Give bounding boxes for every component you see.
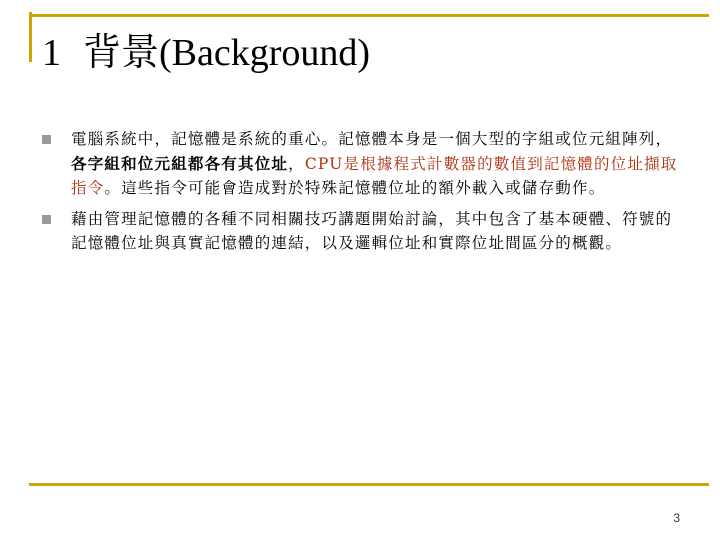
bullet-text-segment: 電腦系統中，記憶體是系統的重心。記憶體本身是一個大型的字組或位元組陣列， [71,130,673,148]
bullet-text-segment: 。這些指令可能會造成對於特殊記憶體位址的額外載入或儲存動作。 [104,179,606,197]
bullet-text [71,127,680,201]
title-number: 1 [42,32,61,74]
square-bullet-icon [42,215,51,224]
bullet-text-bold: 各字組和位元組都各有其位址 [71,153,289,173]
page-number: 3 [673,511,680,525]
bullet-text-segment: ， [288,154,305,173]
square-bullet-icon [42,135,51,144]
bullet-list [40,127,680,262]
bullet-text: 藉由管理記憶體的各種不同相關技巧講題開始討論，其中包含了基本硬體、符號的記憶體位址與真實記憶體的連結，以及邏輯位址和實際位址間區分的概觀。 [71,209,673,252]
title-accent-vertical-line [29,12,32,62]
title-text: 背景(Background) [83,32,371,74]
footer-accent-line [29,483,709,486]
bullet-item [40,127,680,201]
slide-title [42,28,370,78]
bullet-item [40,207,680,256]
bullet-text-highlight: CPU是根據程式計數器的數值到記憶體的位址擷取指令 [71,154,678,197]
title-accent-top-line [29,14,709,17]
